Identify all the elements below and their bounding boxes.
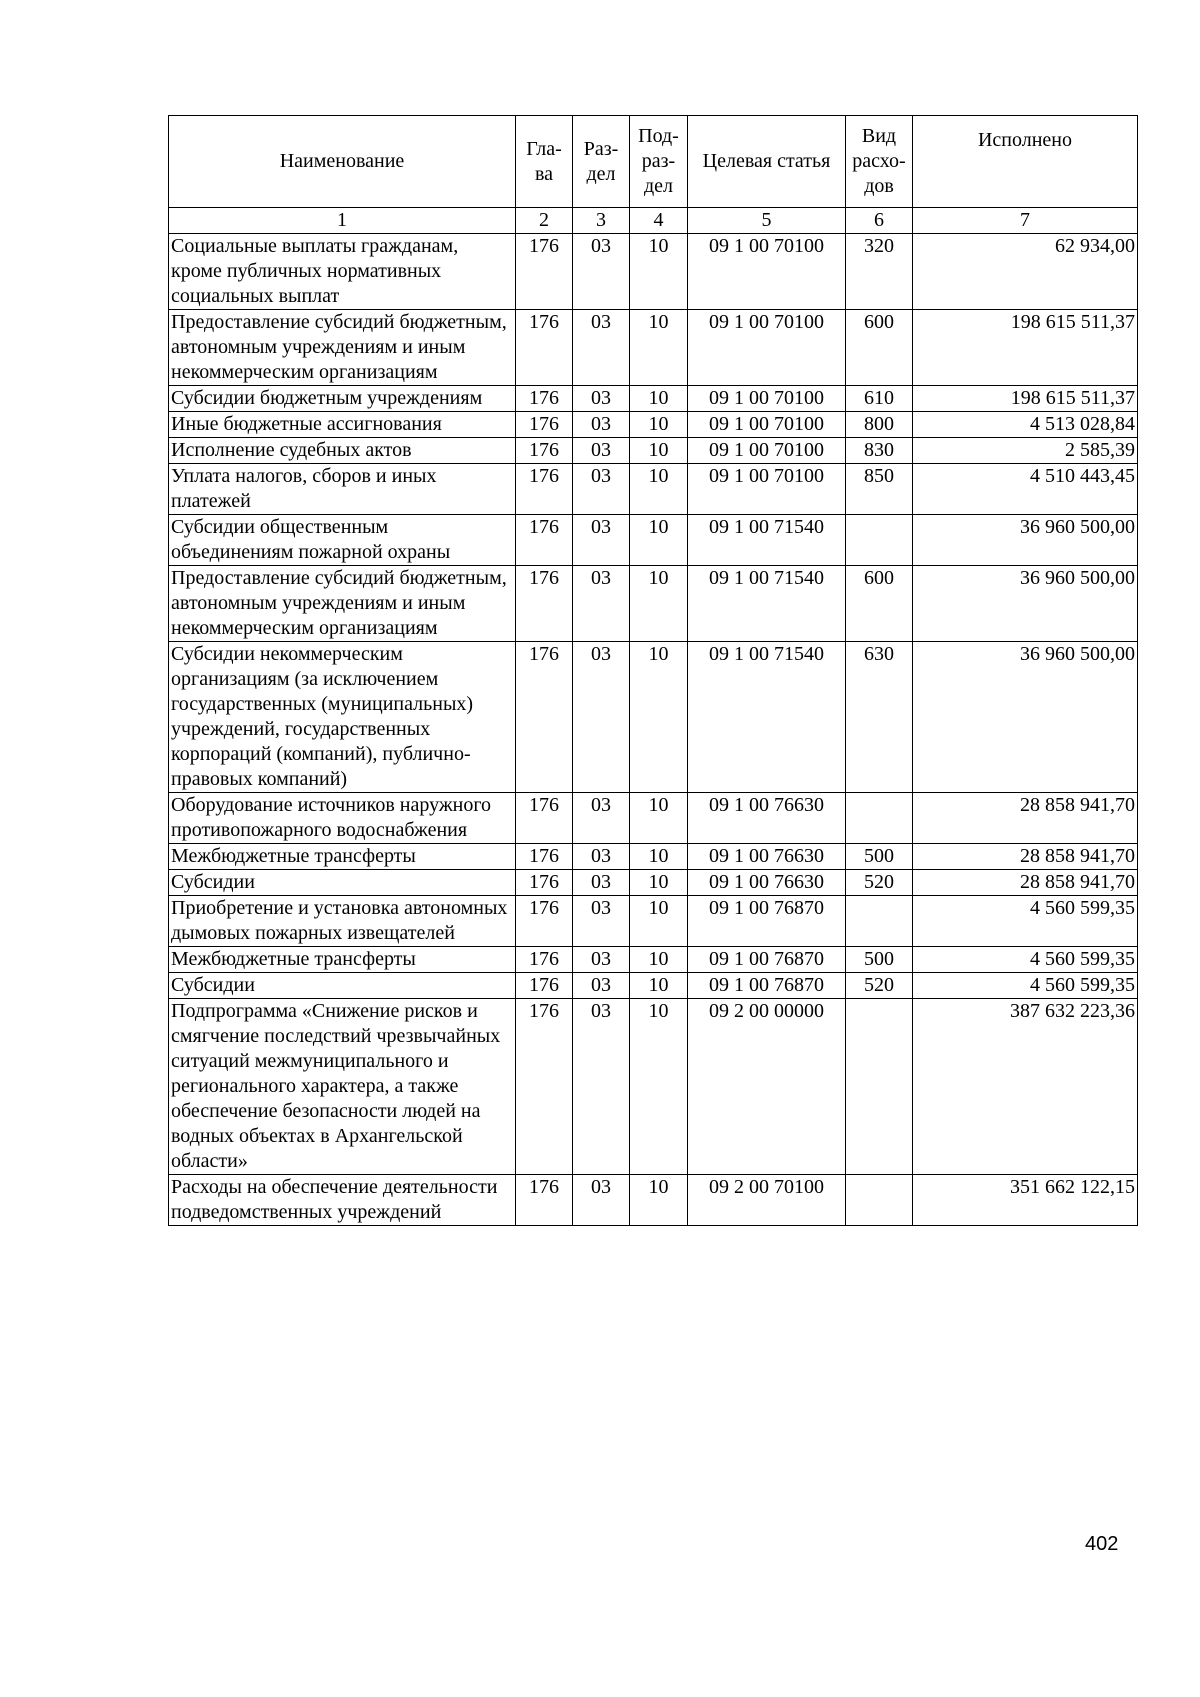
cell-target: 09 1 00 70100 [688,438,846,464]
cell-chapter: 176 [516,515,573,566]
cell-subsection: 10 [630,310,688,386]
cell-chapter: 176 [516,947,573,973]
header-name-line: Наименование [279,150,405,172]
cell-section: 03 [573,793,630,844]
table-row [169,793,1138,844]
cell-section: 03 [573,310,630,386]
cell-subsection: 10 [630,642,688,793]
cell-target: 09 1 00 76630 [688,793,846,844]
table-row [169,999,1138,1175]
cell-subsection: 10 [630,793,688,844]
cell-expense [846,999,913,1175]
table-row [169,1175,1138,1226]
header-name [169,116,516,208]
cell-name: Межбюджетные трансферты [169,947,516,973]
table-row [169,642,1138,793]
cell-expense: 800 [846,412,913,438]
cell-section: 03 [573,999,630,1175]
cell-chapter: 176 [516,870,573,896]
table-row [169,234,1138,310]
header-expense [846,116,913,208]
cell-target: 09 1 00 76630 [688,844,846,870]
header-subsection [630,116,688,208]
cell-amount: 36 960 500,00 [913,515,1138,566]
cell-target: 09 1 00 70100 [688,464,846,515]
cell-amount: 28 858 941,70 [913,844,1138,870]
cell-section: 03 [573,870,630,896]
cell-name: Приобретение и установка автономных дымовых пожарных извещателей [169,896,516,947]
cell-subsection: 10 [630,566,688,642]
header-target [688,116,846,208]
cell-expense: 630 [846,642,913,793]
cell-subsection: 10 [630,1175,688,1226]
cell-section: 03 [573,844,630,870]
header-executed [913,116,1138,208]
cell-chapter: 176 [516,1175,573,1226]
page-number: 402 [1085,1533,1119,1555]
cell-section: 03 [573,515,630,566]
cell-name: Межбюджетные трансферты [169,844,516,870]
cell-expense: 320 [846,234,913,310]
header-section [573,116,630,208]
table-row [169,310,1138,386]
cell-section: 03 [573,412,630,438]
header-executed-line: Исполнено [977,129,1073,151]
cell-name: Иные бюджетные ассигнования [169,412,516,438]
cell-chapter: 176 [516,999,573,1175]
cell-chapter: 176 [516,896,573,947]
column-number: 4 [630,208,688,234]
cell-amount: 28 858 941,70 [913,870,1138,896]
cell-subsection: 10 [630,844,688,870]
cell-chapter: 176 [516,642,573,793]
cell-target: 09 1 00 70100 [688,310,846,386]
cell-section: 03 [573,1175,630,1226]
table-row [169,870,1138,896]
table-row [169,896,1138,947]
table-row [169,973,1138,999]
cell-subsection: 10 [630,386,688,412]
cell-name: Предоставление субсидий бюджетным, автономным учреждениям и иным некоммерческим организациям [169,310,516,386]
cell-chapter: 176 [516,566,573,642]
table-row [169,515,1138,566]
cell-chapter: 176 [516,844,573,870]
cell-chapter: 176 [516,793,573,844]
header-row [169,116,1138,208]
cell-expense [846,793,913,844]
cell-name: Предоставление субсидий бюджетным, автономным учреждениям и иным некоммерческим организациям [169,566,516,642]
cell-expense: 610 [846,386,913,412]
header-subsection-line: раз- [641,150,676,172]
cell-subsection: 10 [630,973,688,999]
cell-name: Социальные выплаты гражданам, кроме публичных нормативных социальных выплат [169,234,516,310]
header-subsection-line: Под- [638,125,679,147]
column-number-row [169,208,1138,234]
cell-name: Субсидии [169,973,516,999]
cell-name: Субсидии бюджетным учреждениям [169,386,516,412]
cell-name: Расходы на обеспечение деятельности подведомственных учреждений [169,1175,516,1226]
cell-name: Исполнение судебных актов [169,438,516,464]
table-row [169,386,1138,412]
header-expense-line: Вид [861,125,897,147]
cell-subsection: 10 [630,947,688,973]
cell-expense: 500 [846,844,913,870]
cell-subsection: 10 [630,896,688,947]
cell-name: Уплата налогов, сборов и иных платежей [169,464,516,515]
cell-target: 09 1 00 70100 [688,234,846,310]
cell-section: 03 [573,973,630,999]
header-expense-line: расхо- [852,150,906,172]
cell-expense: 520 [846,870,913,896]
cell-chapter: 176 [516,310,573,386]
cell-expense: 600 [846,566,913,642]
header-section-line: дел [586,162,616,185]
cell-chapter: 176 [516,412,573,438]
cell-expense: 830 [846,438,913,464]
cell-section: 03 [573,386,630,412]
cell-subsection: 10 [630,870,688,896]
cell-section: 03 [573,896,630,947]
cell-amount: 4 510 443,45 [913,464,1138,515]
cell-section: 03 [573,947,630,973]
table-row [169,947,1138,973]
column-number: 7 [913,208,1138,234]
cell-target: 09 1 00 71540 [688,642,846,793]
cell-amount: 62 934,00 [913,234,1138,310]
cell-chapter: 176 [516,464,573,515]
cell-amount: 351 662 122,15 [913,1175,1138,1226]
cell-target: 09 1 00 76870 [688,896,846,947]
cell-chapter: 176 [516,973,573,999]
cell-subsection: 10 [630,999,688,1175]
cell-name: Субсидии [169,870,516,896]
cell-section: 03 [573,438,630,464]
cell-subsection: 10 [630,412,688,438]
table-row [169,464,1138,515]
cell-name: Подпрограмма «Снижение рисков и смягчение последствий чрезвычайных ситуаций межмуниципального и регионального характера, а также обеспечение безопасности людей на водных объектах в Архангельской области» [169,999,516,1175]
cell-subsection: 10 [630,438,688,464]
cell-amount: 2 585,39 [913,438,1138,464]
column-number: 3 [573,208,630,234]
cell-expense [846,896,913,947]
header-expense-line: дов [864,175,894,197]
cell-amount: 4 560 599,35 [913,896,1138,947]
cell-section: 03 [573,464,630,515]
cell-amount: 28 858 941,70 [913,793,1138,844]
column-number: 5 [688,208,846,234]
cell-subsection: 10 [630,464,688,515]
cell-subsection: 10 [630,515,688,566]
table-row [169,844,1138,870]
cell-section: 03 [573,566,630,642]
cell-target: 09 1 00 71540 [688,515,846,566]
cell-target: 09 2 00 70100 [688,1175,846,1226]
cell-target: 09 1 00 76870 [688,973,846,999]
cell-section: 03 [573,642,630,793]
cell-expense: 500 [846,947,913,973]
cell-chapter: 176 [516,438,573,464]
cell-amount: 198 615 511,37 [913,310,1138,386]
column-number: 6 [846,208,913,234]
cell-target: 09 2 00 00000 [688,999,846,1175]
cell-amount: 4 560 599,35 [913,973,1138,999]
cell-amount: 36 960 500,00 [913,642,1138,793]
cell-subsection: 10 [630,234,688,310]
header-chapter [516,116,573,208]
cell-target: 09 1 00 71540 [688,566,846,642]
column-number: 1 [169,208,516,234]
cell-chapter: 176 [516,386,573,412]
cell-section: 03 [573,234,630,310]
cell-amount: 198 615 511,37 [913,386,1138,412]
header-section-line: Раз- [583,137,619,160]
cell-target: 09 1 00 70100 [688,412,846,438]
cell-target: 09 1 00 76870 [688,947,846,973]
header-target-line: Целевая статья [702,150,831,172]
budget-execution-table [168,115,1138,1226]
table-row [169,412,1138,438]
table-body [169,234,1138,1226]
cell-expense [846,515,913,566]
cell-amount: 36 960 500,00 [913,566,1138,642]
cell-expense: 520 [846,973,913,999]
cell-expense: 850 [846,464,913,515]
cell-target: 09 1 00 70100 [688,386,846,412]
header-subsection-line: дел [643,175,674,197]
table-row [169,566,1138,642]
cell-name: Субсидии некоммерческим организациям (за исключением государственных (муниципальных) учреждений, государственных корпораций (компаний), публично-правовых компаний) [169,642,516,793]
table-row [169,438,1138,464]
cell-expense [846,1175,913,1226]
cell-target: 09 1 00 76630 [688,870,846,896]
cell-name: Оборудование источников наружного противопожарного водоснабжения [169,793,516,844]
cell-amount: 4 560 599,35 [913,947,1138,973]
cell-name: Субсидии общественным объединениям пожарной охраны [169,515,516,566]
cell-expense: 600 [846,310,913,386]
header-chapter-line: Гла- [526,137,562,160]
column-number: 2 [516,208,573,234]
cell-amount: 4 513 028,84 [913,412,1138,438]
cell-chapter: 176 [516,234,573,310]
header-chapter-line: ва [534,162,554,185]
cell-amount: 387 632 223,36 [913,999,1138,1175]
